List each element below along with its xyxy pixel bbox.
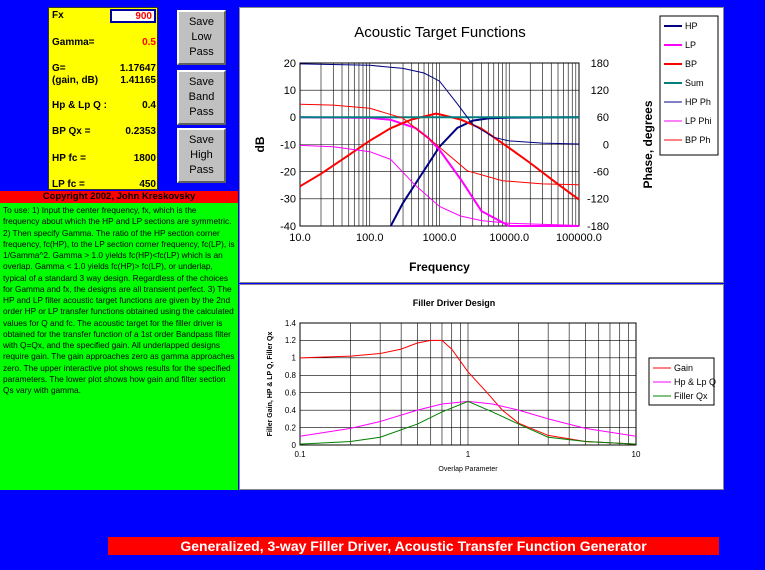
- legend-label: BP: [685, 59, 698, 70]
- y-tick-label: 0.8: [284, 371, 296, 381]
- gdb-label: (gain, dB): [52, 75, 99, 86]
- save-low-pass-button[interactable]: Save Low Pass: [177, 10, 226, 65]
- x-tick-label: 10: [631, 450, 641, 459]
- x-axis-label: Frequency: [409, 260, 470, 274]
- lpfc-label: LP fc =: [52, 179, 85, 190]
- fx-row: [52, 10, 156, 24]
- x-tick-label: 10.0: [289, 232, 311, 244]
- y2-tick-label: -60: [593, 166, 609, 179]
- y-tick-label: 0.4: [284, 405, 296, 415]
- y-tick-label: 0.6: [284, 388, 296, 398]
- y-tick-label: 1.4: [284, 318, 296, 328]
- y2-tick-label: 180: [590, 57, 609, 70]
- legend-label: Filler Qx: [674, 391, 708, 402]
- filler-driver-chart-svg: [240, 285, 723, 489]
- y-axis-label: dB: [253, 136, 267, 153]
- q-value: 0.4: [142, 100, 156, 111]
- save-high-pass-button[interactable]: Save High Pass: [177, 128, 226, 183]
- y-tick-label: -30: [280, 193, 296, 206]
- fx-label: Fx: [52, 10, 64, 21]
- y2-tick-label: 0: [602, 139, 609, 152]
- x-tick-label: 10000.0: [489, 232, 530, 244]
- legend-label: LP Phi: [685, 116, 712, 127]
- legend-label: LP: [685, 40, 697, 51]
- x-tick-label: 100.0: [355, 232, 384, 244]
- legend-label: BP Ph: [685, 135, 711, 146]
- y-tick-label: 0: [289, 112, 296, 125]
- legend-label: HP Ph: [685, 97, 711, 108]
- y2-tick-label: 120: [590, 85, 609, 98]
- g-value: 1.17647: [119, 63, 156, 74]
- x-tick-label: 100000.0: [556, 232, 602, 244]
- gamma-label: Gamma=: [52, 37, 95, 48]
- bpq-label: BP Qx =: [52, 126, 91, 137]
- x-tick-label: 0.1: [294, 450, 306, 459]
- legend-label: Hp & Lp Q: [674, 377, 717, 388]
- lpfc-value: 450: [139, 179, 156, 190]
- fx-value: 900: [135, 11, 152, 22]
- y2-tick-label: 60: [596, 112, 609, 125]
- hpfc-label: HP fc =: [52, 153, 86, 164]
- gamma-input[interactable]: 0.5: [142, 37, 156, 48]
- copyright-bar: Copyright 2002, John Kreskovsky: [0, 191, 238, 203]
- parameter-panel: [48, 7, 158, 190]
- app-banner-title: Generalized, 3-way Filler Driver, Acoustic Transfer Function Generator: [108, 537, 719, 555]
- y-tick-label: 1.2: [284, 336, 296, 346]
- hpfc-value: 1800: [133, 153, 156, 164]
- fx-input[interactable]: [110, 9, 156, 23]
- y2-tick-label: -180: [586, 220, 609, 233]
- x-axis-label: Overlap Parameter: [438, 466, 498, 473]
- x-tick-label: 1000.0: [422, 232, 457, 244]
- acoustic-target-chart-svg: [240, 8, 723, 282]
- bpq-value: 0.2353: [125, 126, 156, 137]
- y-tick-label: -40: [280, 220, 296, 233]
- y-tick-label: 0: [291, 440, 296, 450]
- y-tick-label: 20: [283, 57, 296, 70]
- q-label: Hp & Lp Q :: [52, 100, 107, 111]
- gdb-value: 1.41165: [120, 75, 156, 86]
- y-tick-label: -10: [280, 139, 296, 152]
- g-label: G=: [52, 63, 66, 74]
- y-tick-label: -20: [280, 166, 296, 179]
- y-tick-label: 0.2: [284, 423, 296, 433]
- save-band-pass-button[interactable]: Save Band Pass: [177, 70, 226, 125]
- acoustic-target-chart[interactable]: [239, 7, 724, 283]
- chart-title: Filler Driver Design: [412, 298, 496, 308]
- y-axis-label: Filler Gain, HP & LP Q, Filler Qx: [267, 331, 274, 437]
- y2-axis-label: Phase, degrees: [641, 100, 655, 189]
- y-tick-label: 10: [283, 85, 296, 98]
- y-tick-label: 1: [291, 353, 296, 363]
- chart-title: Acoustic Target Functions: [354, 24, 526, 41]
- legend-label: Sum: [685, 78, 704, 89]
- instructions-text: To use: 1) Input the center frequency, fx, which is the frequency about which the HP and LP sections are symmetric. 2) Then specify Gamma. The ratio of the HP section corner frequency, fc(HP), to the LP section corner frequency, fc(LP), is 1/Gamma^2. Gamma > 1.0 yields fc(HP)<fc(LP) which is an overlap. Gamma < 1.0 yields fc(HP)> fc(LP), or underlap, typical of a standard 3 way design. Regardless of the choices for Gamma and fx, the designs are all transient perfect. 3) The HP and LP filter acoustic target functions are given by the 2nd order HP or LP transfer functions obtained using the calculated values for Q and fc. The acoustic target for the filler driver is obtained for the transfer function of a 1st order Bandpass filter with Q=Qx, and the specified gain. All underlapped designs require gain. The gain approaches zero as gamma approaches zero. The upper interactive plot shows results for the specified parameters. The lower plot shows how gain and filter section Qs vary with gamma.: [0, 203, 238, 490]
- legend-label: HP: [685, 21, 698, 32]
- legend-label: Gain: [674, 363, 694, 374]
- filler-driver-chart[interactable]: [239, 284, 724, 490]
- y2-tick-label: -120: [586, 193, 609, 206]
- x-tick-label: 1: [465, 450, 471, 459]
